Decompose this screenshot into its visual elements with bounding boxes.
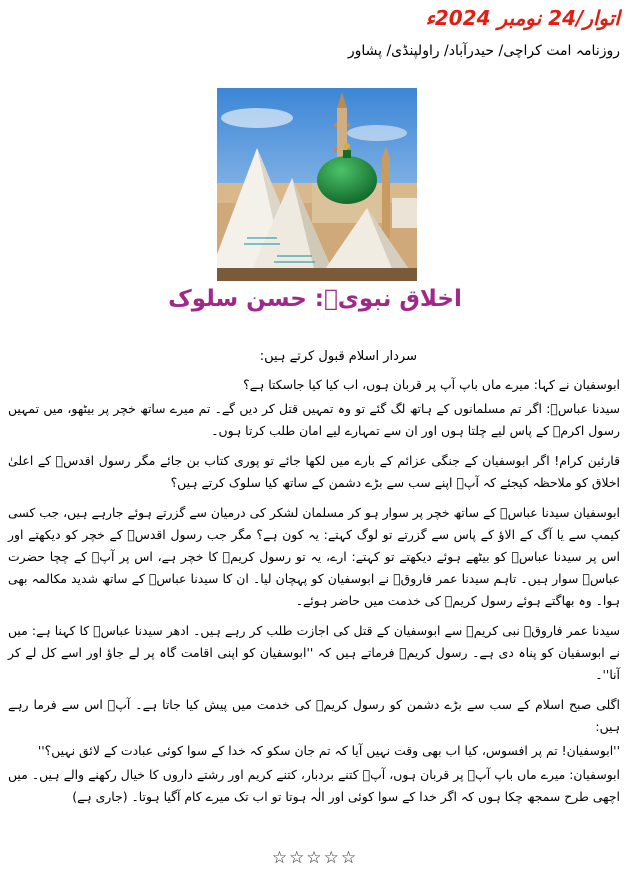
article-body <box>8 374 620 816</box>
publication-date: اتوار/24 نومبر 2024ء <box>425 6 620 30</box>
green-dome-mosque-image <box>217 88 417 281</box>
section-divider-stars: ☆☆☆☆☆ <box>271 848 359 868</box>
article-subheading: سردار اسلام قبول کرتے ہیں: <box>259 349 417 364</box>
paragraph: قارئین کرام! اگر ابوسفیان کے جنگی عزائم کے بارے میں لکھا جائے تو پوری کتاب بن جائے مگر رسول اقدسؐ کے اعلیٰ اخلاق کو ملاحظہ کیجئے کہ آپؐ اپنے سب سے بڑے دشمن کے ساتھ کیا سلوک کرتے ہیں؟ <box>8 453 620 490</box>
paragraph: اگلی صبح اسلام کے سب سے بڑے دشمن کو رسول کریمؐ کی خدمت میں پیش کیا جاتا ہے۔ آپؐ اس سے فرما رہے ہیں: <box>8 697 620 734</box>
paragraph: ''ابوسفیان! تم پر افسوس، کیا اب بھی وقت نہیں آیا کہ تم جان سکو کہ خدا کے سوا کوئی عبادت کے لائق نہیں؟'' <box>37 743 620 758</box>
paragraph: ابوسفیان نے کہا: میرے ماں باپ آپ پر قربان ہوں، اب کیا کیا جاسکتا ہے؟ <box>243 377 620 392</box>
paragraph: ابوسفیان سیدنا عباسؓ کے ساتھ خچر پر سوار ہو کر مسلمان لشکر کی درمیان سے گزرتے ہوئے جارہے ہیں، جب کسی کیمپ سے یا آگ کے الاؤ کے پاس سے گزرتے تو لوگ کہتے: یہ کون ہے؟ مگر جب رسول اقدسؐ کے خچر کو دیکھتے اور اس پر سیدنا عباسؓ کو بیٹھے ہوئے دیکھتے تو کہتے: ارے، یہ تو رسول کریمؐ کا خچر ہے، اس پر آپؐ کے چچا حضرت عباسؓ سوار ہیں۔ تاہم سیدنا عمر فاروقؓ نے ابوسفیان کو پہچان لیا۔ ان کا سیدنا عباسؓ کے ساتھ شدید مکالمہ بھی ہوا۔ وہ بھاگتے ہوئے رسول کریمؐ کی خدمت میں حاضر ہوئے۔ <box>8 505 620 608</box>
article-headline: اخلاق نبویؐ: حسن سلوک <box>168 286 462 312</box>
newspaper-name: روزنامہ امت کراچی/ حیدرآباد/ راولپنڈی/ پشاور <box>347 43 620 59</box>
paragraph: سیدنا عباسؓ: اگر تم مسلمانوں کے ہاتھ لگ گئے تو وہ تمہیں قتل کر دیں گے۔ تم میرے ساتھ خچر پر بیٹھو، میں تمہیں رسول اکرمؐ کے پاس لیے چلتا ہوں اور ان سے تمہارے لیے امان طلب کرتا ہوں۔ <box>8 401 620 438</box>
paragraph: ابوسفیان: میرے ماں باپ آپؐ پر قربان ہوں، آپؐ کتنے بردبار، کتنے کریم اور رشتے داروں کا خیال رکھنے والے ہیں۔ میں اچھی طرح سمجھ چکا ہوں کہ اگر خدا کے سوا کوئی اور الٰہ ہوتا تو اب تک میرے کام آگیا ہوتا۔ (جاری ہے) <box>8 767 620 804</box>
paragraph: سیدنا عمر فاروقؓ نبی کریمؐ سے ابوسفیان کے قتل کی اجازت طلب کر رہے ہیں۔ ادھر سیدنا عباسؓ کا کہنا ہے: میں نے ابوسفیان کو پناہ دی ہے۔ رسول کریمؐ فرماتے ہیں کہ ''ابوسفیان کو اپنی اقامت گاہ پر لے جاؤ اور اسے کل لے کر آنا''۔ <box>8 623 620 682</box>
